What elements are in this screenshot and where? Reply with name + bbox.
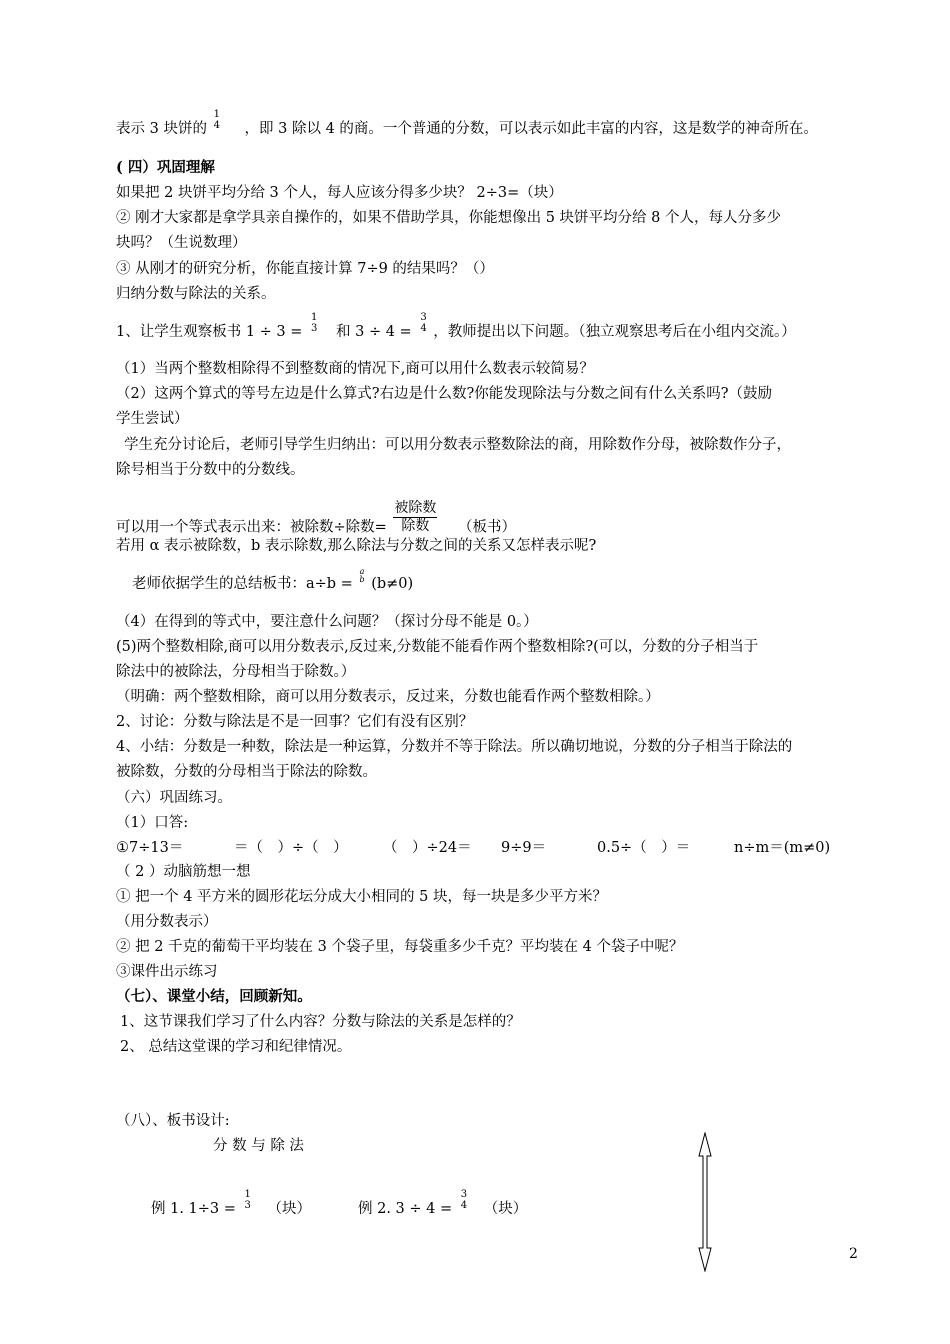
paragraph: 2、讨论：分数与除法是不是一回事？它们有没有区别？ [116, 714, 474, 730]
paragraph: 除号相当于分数中的分数线。 [116, 462, 305, 478]
example-1: 例 1. 1÷3 = 1 3 （块） [151, 1189, 312, 1217]
fraction-three-quarters: 3 4 [420, 312, 427, 334]
line-equation: 可以用一个等式表示出来：被除数÷除数= $\frac{\text{被除数}}{\text{除数}}$ （板书） [116, 500, 517, 536]
paragraph: ① 把一个 4 平方米的圆形花坛分成大小相同的 5 块，每一块是多少平方米？ [116, 889, 607, 905]
calc-row: ①7÷13＝ ＝（ ）÷（ ） （ ）÷24＝ 9÷9＝ 0.5÷（ ）＝ n÷m＝(m≠0) [116, 840, 831, 856]
page-number: 2 [849, 1246, 858, 1262]
paragraph: ② 把 2 千克的葡萄干平均装在 3 个袋子里，每袋重多少千克？平均装在 4 个袋子中呢？ [116, 939, 684, 955]
paragraph: (5)两个整数相除,商可以用分数表示,反过来,分数能不能看作两个整数相除?(可以，分数的分子相当于 [116, 639, 759, 655]
paragraph: 除法中的被除法，分母相当于除数。） [116, 664, 356, 680]
paragraph: ② 刚才大家都是拿学具亲自操作的，如果不借助学具，你能想像出 5 块饼平均分给 8 个人，每人分多少 [116, 210, 781, 226]
paragraph: （ 2 ）动脑筋想一想 [116, 864, 251, 880]
paragraph: 学生充分讨论后，老师引导学生归纳出：可以用分数表示整数除法的商，用除数作分母，被除数作分子， [124, 437, 791, 453]
paragraph: （1）当两个整数相除得不到整数商的情况下,商可以用什么数表示较简易？ [116, 361, 594, 377]
fraction-a-over-b: a b [359, 567, 365, 584]
paragraph: （4）在得到的等式中，要注意什么问题？（探讨分母不能是 0。） [116, 614, 538, 630]
section-8-title: （八）、板书设计: [116, 1113, 230, 1129]
paragraph: 学生尝试） [116, 411, 189, 427]
paragraph: （用分数表示） [116, 914, 218, 930]
double-arrow-vertical-icon [697, 1132, 713, 1272]
line-intro: 表示 3 块饼的 1 4 ，即 3 除以 4 的商。一个普通的分数，可以表示如此丰富的内容，这是数学的神奇所在。 [116, 109, 818, 137]
paragraph: 2、 总结这堂课的学习和纪律情况。 [120, 1039, 352, 1055]
fraction-three-quarters: 3 4 [460, 1189, 468, 1211]
paragraph: （1）口答: [116, 815, 189, 831]
fraction-one-third: 1 3 [311, 312, 318, 334]
section-6-title: （六）巩固练习。 [116, 790, 232, 806]
example-2: 例 2. 3 ÷ 4 = 3 4 （块） [358, 1189, 528, 1217]
paragraph: 块吗？（生说数理） [116, 235, 247, 251]
line-formula: 老师依据学生的总结板书：a÷b = a b (b≠0) [132, 567, 414, 592]
fraction-dividend-over-divisor: $\frac{\text{被除数}}{\text{除数}}$ [394, 500, 437, 534]
fraction-one-quarter: 1 4 [213, 109, 220, 131]
paragraph: 被除数，分数的分母相当于除法的除数。 [116, 764, 377, 780]
paragraph: 如果把 2 块饼平均分给 3 个人，每人应该分得多少块？ 2÷3=（块） [116, 185, 563, 201]
paragraph: 1、这节课我们学习了什么内容？分数与除法的关系是怎样的？ [120, 1014, 521, 1030]
line-question-1: 1、让学生观察板书 1 ÷ 3 = 1 3 和 3 ÷ 4 = 3 4 ，教师提出以下问题。（独立观察思考后在小组内交流。） [116, 312, 796, 340]
paragraph: 若用 α 表示被除数，b 表示除数,那么除法与分数之间的关系又怎样表示呢? [116, 538, 597, 554]
board-heading: 分 数 与 除 法 [213, 1138, 304, 1154]
paragraph: ③ 从刚才的研究分析，你能直接计算 7÷9 的结果吗？（） [116, 261, 494, 277]
paragraph: （2）这两个算式的等号左边是什么算式?右边是什么数?你能发现除法与分数之间有什么关系吗?（鼓励 [116, 386, 773, 402]
fraction-one-third: 1 3 [244, 1189, 251, 1211]
section-4-title: ( 四）巩固理解 [116, 159, 215, 176]
section-7-title: （七）、课堂小结，回顾新知。 [116, 988, 312, 1005]
paragraph: 归纳分数与除法的关系。 [116, 286, 276, 302]
paragraph: ③课件出示练习 [116, 964, 218, 980]
paragraph: （明确：两个整数相除，商可以用分数表示，反过来，分数也能看作两个整数相除。） [116, 689, 660, 705]
paragraph: 4、小结：分数是一种数，除法是一种运算，分数并不等于除法。所以确切地说，分数的分子相当于除法的 [116, 739, 793, 755]
